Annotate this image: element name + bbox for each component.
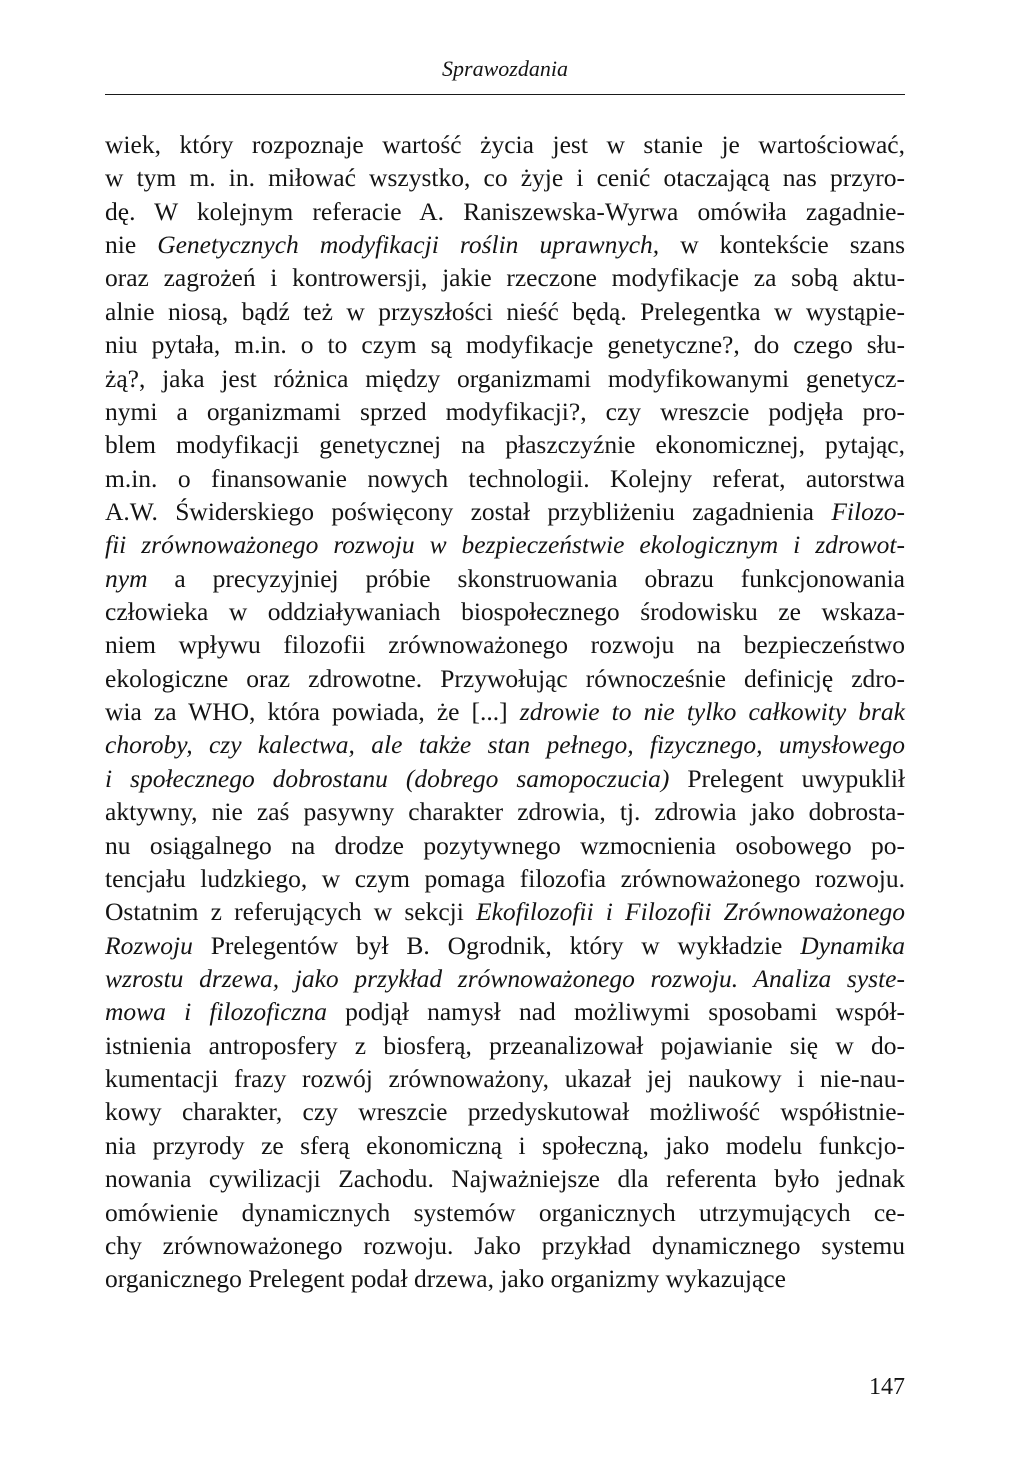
italic-text-run: choroby, czy kalectwa, ale także stan pełnego, fizycznego, umysłowego bbox=[105, 730, 905, 760]
italic-text-run: wzrostu drzewa, jako przykład zrównoważonego rozwoju. Analiza syste- bbox=[105, 963, 905, 993]
text-line bbox=[105, 829, 905, 862]
italic-text-run: Dynamika bbox=[800, 930, 905, 960]
text-run: dę. W kolejnym referacie A. Raniszewska-Wyrwa omówiła zagadnie- bbox=[105, 196, 905, 226]
text-run: niem wpływu filozofii zrównoważonego rozwoju na bezpieczeństwo bbox=[105, 630, 905, 660]
text-run: m.in. o finansowanie nowych technologii. Kolejny referat, autorstwa bbox=[105, 463, 905, 493]
text-run: nu osiągalnego na drodze pozytywnego wzmocnienia osobowego po- bbox=[105, 830, 905, 860]
text-run: a precyzyjniej próbie skonstruowania obrazu funkcjonowania bbox=[147, 563, 905, 593]
text-run: tencjału ludzkiego, w czym pomaga filozofia zrównoważonego rozwoju. bbox=[105, 863, 905, 893]
text-run: chy zrównoważonego rozwoju. Jako przykład dynamicznego systemu bbox=[105, 1230, 905, 1260]
text-line bbox=[105, 595, 905, 628]
text-run: w kontekście szans bbox=[659, 230, 905, 260]
text-run: nymi a organizmami sprzed modyfikacji?, czy wreszcie podjęła pro- bbox=[105, 396, 905, 426]
italic-text-run: Rozwoju bbox=[105, 930, 193, 960]
text-run: nowania cywilizacji Zachodu. Najważniejsze dla referenta było jednak bbox=[105, 1164, 905, 1194]
page-number: 147 bbox=[869, 1374, 905, 1400]
text-line bbox=[105, 929, 905, 962]
text-line bbox=[105, 795, 905, 828]
italic-text-run: Genetycznych modyfikacji roślin uprawnych, bbox=[157, 230, 660, 260]
text-line bbox=[105, 195, 905, 228]
text-line bbox=[105, 1129, 905, 1162]
text-line bbox=[105, 695, 905, 728]
text-line bbox=[105, 862, 905, 895]
italic-text-run: mowa i filozoficzna bbox=[105, 997, 327, 1027]
text-line bbox=[105, 728, 905, 761]
text-run: blem modyfikacji genetycznej na płaszczyźnie ekonomicznej, pytając, bbox=[105, 430, 905, 460]
text-line bbox=[105, 261, 905, 294]
text-run: nia przyrody ze sferą ekonomiczną i społeczną, jako modelu funkcjo- bbox=[105, 1130, 905, 1160]
text-line bbox=[105, 1062, 905, 1095]
text-line bbox=[105, 1196, 905, 1229]
italic-text-run: Filozo- bbox=[831, 496, 905, 526]
text-run: Prelegentów był B. Ogrodnik, który w wykładzie bbox=[192, 930, 801, 960]
body-text bbox=[105, 128, 905, 1296]
text-run: A.W. Świderskiego poświęcony został przybliżeniu zagadnienia bbox=[105, 496, 832, 526]
text-line bbox=[105, 428, 905, 461]
italic-text-run: nym bbox=[105, 563, 148, 593]
text-run: człowieka w oddziaływaniach biospołecznego środowisku ze wskaza- bbox=[105, 597, 905, 627]
text-line bbox=[105, 662, 905, 695]
text-run: aktywny, nie zaś pasywny charakter zdrowia, tj. zdrowia jako dobrosta- bbox=[105, 797, 905, 827]
text-line bbox=[105, 1229, 905, 1262]
text-run: Ostatnim z referujących w sekcji bbox=[105, 897, 477, 927]
text-line bbox=[105, 995, 905, 1028]
text-line bbox=[105, 1029, 905, 1062]
text-line bbox=[105, 628, 905, 661]
italic-text-run: Ekofilozofii i Filozofii Zrównoważonego bbox=[476, 897, 906, 927]
text-line bbox=[105, 562, 905, 595]
running-header: Sprawozdania bbox=[442, 56, 568, 81]
text-line bbox=[105, 462, 905, 495]
text-run: Prelegent uwypuklił bbox=[669, 763, 905, 793]
text-run: ekologiczne oraz zdrowotne. Przywołując równocześnie definicję zdro- bbox=[105, 663, 905, 693]
text-run: żą?, jaka jest różnica między organizmami modyfikowanymi genetycz- bbox=[105, 363, 905, 393]
text-line bbox=[105, 395, 905, 428]
text-run: omówienie dynamicznych systemów organicznych utrzymujących ce- bbox=[105, 1197, 905, 1227]
text-run: wiek, który rozpoznaje wartość życia jest w stanie je wartościować, bbox=[105, 130, 905, 159]
italic-text-run: zdrowie to nie tylko całkowity brak bbox=[519, 697, 905, 727]
italic-text-run: fii zrównoważonego rozwoju w bezpieczeństwie ekologicznym i zdrowot- bbox=[105, 530, 905, 560]
header-rule bbox=[105, 94, 905, 95]
text-run: niu pytała, m.in. o to czym są modyfikacje genetyczne?, do czego słu- bbox=[105, 330, 905, 360]
italic-text-run: i społecznego dobrostanu (dobrego samopoczucia) bbox=[105, 763, 670, 793]
text-line bbox=[105, 161, 905, 194]
text-line bbox=[105, 328, 905, 361]
text-run: organicznego Prelegent podał drzewa, jako organizmy wykazujące bbox=[105, 1264, 786, 1294]
text-line bbox=[105, 128, 905, 161]
text-run: w tym m. in. miłować wszystko, co żyje i cenić otaczającą nas przyro- bbox=[105, 163, 905, 193]
text-line bbox=[105, 895, 905, 928]
text-run: istnienia antroposfery z biosferą, przeanalizował pojawianie się w do- bbox=[105, 1030, 905, 1060]
text-run: oraz zagrożeń i kontrowersji, jakie rzeczone modyfikacje za sobą aktu- bbox=[105, 263, 905, 293]
text-run: wia za WHO, która powiada, że [...] bbox=[105, 697, 520, 727]
text-line bbox=[105, 962, 905, 995]
text-line bbox=[105, 362, 905, 395]
text-line bbox=[105, 295, 905, 328]
text-line bbox=[105, 1162, 905, 1195]
text-run: kumentacji frazy rozwój zrównoważony, ukazał jej naukowy i nie-nau- bbox=[105, 1064, 905, 1094]
text-line bbox=[105, 495, 905, 528]
text-line bbox=[105, 1095, 905, 1128]
text-run: kowy charakter, czy wreszcie przedyskutował możliwość współistnie- bbox=[105, 1097, 905, 1127]
text-run: nie bbox=[105, 230, 158, 260]
text-line bbox=[105, 228, 905, 261]
text-line bbox=[105, 528, 905, 561]
text-run: podjął namysł nad możliwymi sposobami współ- bbox=[326, 997, 905, 1027]
text-run: alnie niosą, bądź też w przyszłości nieść będą. Prelegentka w wystąpie- bbox=[105, 296, 905, 326]
text-line bbox=[105, 1262, 905, 1295]
text-line bbox=[105, 762, 905, 795]
